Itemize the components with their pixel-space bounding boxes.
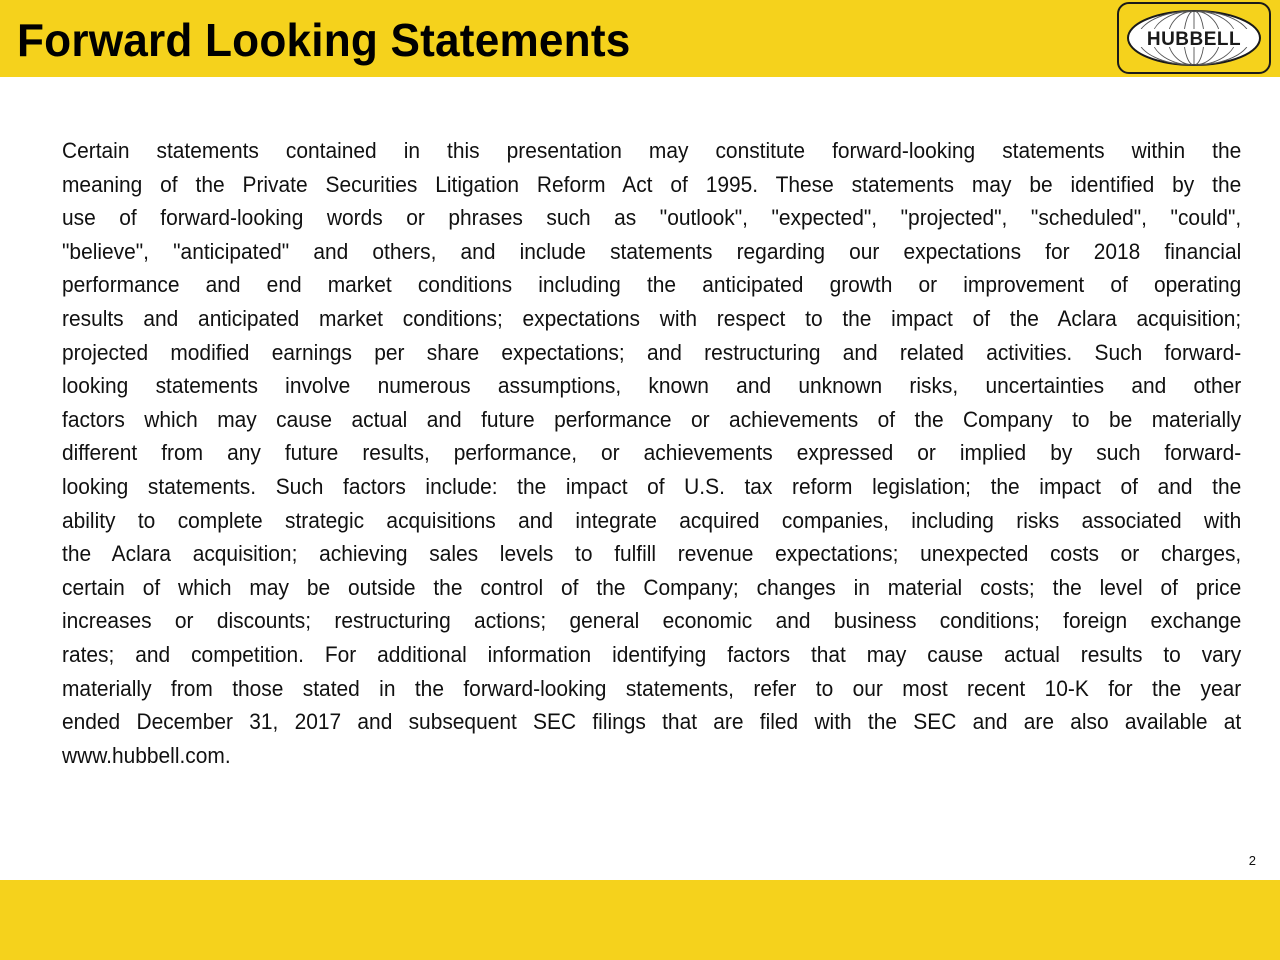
body-line: use of forward-looking words or phrases such as "outlook", "expected", "projected", "scheduled", "could", — [62, 205, 1242, 231]
body-line: rates; and competition. For additional information identifying factors that may cause actual results to vary — [62, 641, 1242, 667]
body-line: results and anticipated market conditions; expectations with respect to the impact of the Aclara acquisition; — [62, 305, 1242, 331]
body-line: performance and end market conditions including the anticipated growth or improvement of operating — [62, 272, 1242, 298]
body-line: factors which may cause actual and future performance or achievements of the Company to be materially — [62, 406, 1242, 432]
footer-band — [0, 880, 1280, 960]
body-line: ability to complete strategic acquisitions and integrate acquired companies, including risks associated with — [62, 507, 1242, 533]
logo-brand-text: HUBBELL — [1146, 29, 1242, 50]
website-link-line: www.hubbell.com. — [62, 742, 231, 768]
body-line: meaning of the Private Securities Litigation Reform Act of 1995. These statements may be identified by the — [62, 171, 1242, 197]
body-line: ended December 31, 2017 and subsequent SEC filings that are filed with the SEC and are also available at — [62, 709, 1242, 735]
page-number: 2 — [1248, 853, 1256, 868]
slide-title: Forward Looking Statements — [17, 14, 631, 66]
body-line: increases or discounts; restructuring actions; general economic and business conditions; foreign exchange — [62, 608, 1242, 634]
hubbell-logo — [1117, 2, 1271, 74]
body-line: the Aclara acquisition; achieving sales levels to fulfill revenue expectations; unexpected costs or charges, — [62, 541, 1242, 567]
body-line: Certain statements contained in this presentation may constitute forward-looking statements within the — [62, 138, 1242, 163]
body-line: materially from those stated in the forward-looking statements, refer to our most recent 10-K for the year — [62, 675, 1242, 701]
hubbell-globe-logo-icon — [1119, 4, 1269, 72]
body-line: projected modified earnings per share expectations; and restructuring and related activities. Such forward- — [62, 339, 1242, 365]
forward-looking-statement-body — [62, 134, 1242, 772]
body-line: looking statements. Such factors include: the impact of U.S. tax reform legislation; the impact of and the — [62, 473, 1242, 499]
body-line: certain of which may be outside the control of the Company; changes in material costs; the level of price — [62, 574, 1242, 600]
body-line: "believe", "anticipated" and others, and include statements regarding our expectations for 2018 financial — [62, 238, 1242, 264]
header-band — [0, 0, 1280, 77]
body-line: looking statements involve numerous assumptions, known and unknown risks, uncertainties and other — [62, 373, 1242, 399]
body-line: different from any future results, performance, or achievements expressed or implied by such forward- — [62, 440, 1242, 466]
